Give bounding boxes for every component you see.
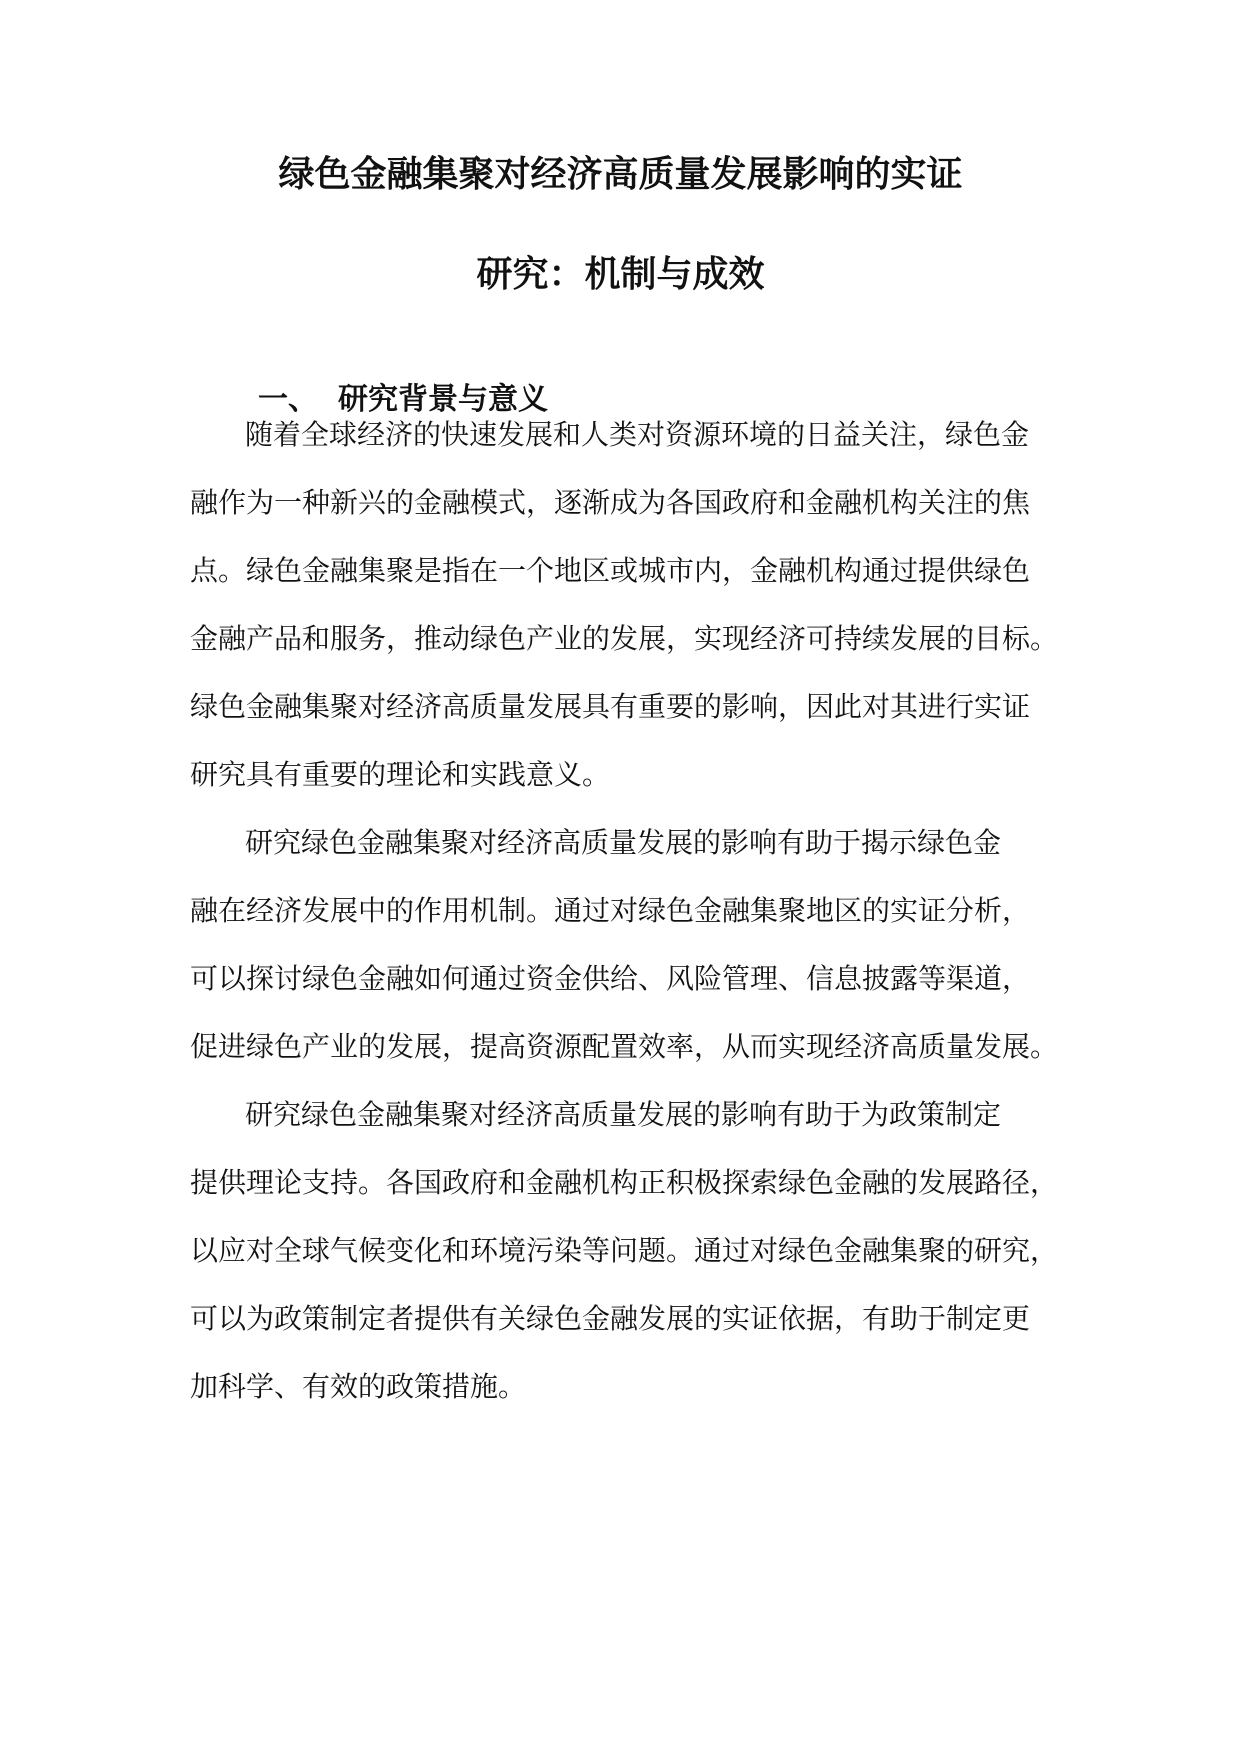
paragraph-2-line-2: 融在经济发展中的作用机制。通过对绿色金融集聚地区的实证分析，: [190, 894, 1031, 927]
paragraph-1-line-2: 融作为一种新兴的金融模式，逐渐成为各国政府和金融机构关注的焦: [190, 486, 1031, 519]
document-title-line-2: 研究：机制与成效: [476, 253, 765, 295]
paragraph-3-line-3: 以应对全球气候变化和环境污染等问题。通过对绿色金融集聚的研究，: [190, 1234, 1059, 1267]
paragraph-3-line-2: 提供理论支持。各国政府和金融机构正积极探索绿色金融的发展路径，: [190, 1166, 1059, 1199]
paragraph-3-line-4: 可以为政策制定者提供有关绿色金融发展的实证依据，有助于制定更: [190, 1302, 1031, 1335]
paragraph-3-line-5: 加科学、有效的政策措施。: [190, 1370, 527, 1403]
paragraph-3-line-1: 研究绿色金融集聚对经济高质量发展的影响有助于为政策制定: [245, 1098, 1002, 1131]
paragraph-1-line-6: 研究具有重要的理论和实践意义。: [190, 758, 611, 791]
paragraph-2-line-3: 可以探讨绿色金融如何通过资金供给、风险管理、信息披露等渠道，: [190, 962, 1031, 995]
paragraph-2-line-1: 研究绿色金融集聚对经济高质量发展的影响有助于揭示绿色金: [245, 826, 1002, 859]
section-title: 研究背景与意义: [338, 382, 548, 417]
paragraph-1-line-4: 金融产品和服务，推动绿色产业的发展，实现经济可持续发展的目标。: [190, 622, 1059, 655]
paragraph-1-line-1: 随着全球经济的快速发展和人类对资源环境的日益关注，绿色金: [245, 418, 1030, 451]
paragraph-2-line-4: 促进绿色产业的发展，提高资源配置效率，从而实现经济高质量发展。: [190, 1030, 1059, 1063]
section-number: 一、: [258, 382, 318, 417]
paragraph-1-line-5: 绿色金融集聚对经济高质量发展具有重要的影响，因此对其进行实证: [190, 690, 1031, 723]
document-title-line-1: 绿色金融集聚对经济高质量发展影响的实证: [278, 153, 963, 195]
paragraph-1-line-3: 点。绿色金融集聚是指在一个地区或城市内，金融机构通过提供绿色: [190, 554, 1031, 587]
